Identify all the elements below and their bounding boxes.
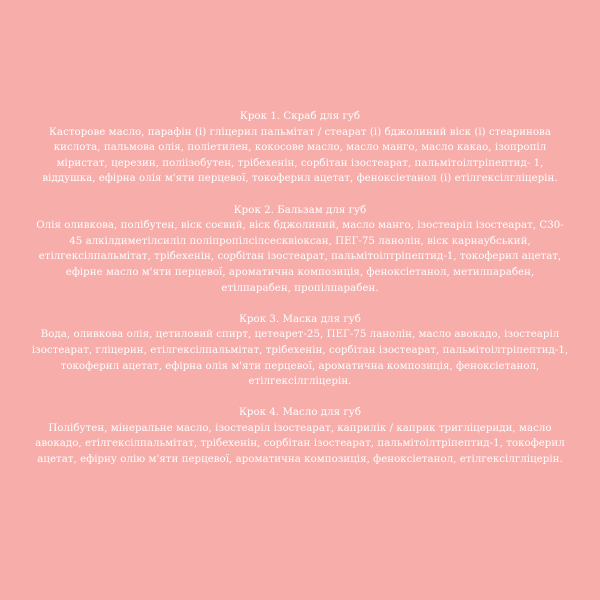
step-1-ingredients: Касторове масло, парафін (і) гліцерил пальмітат / стеарат (і) бджолиний віск (і) стеаринова кислота, пальмова олія, поліетилен, кокосове масло, масло манго, масло какао, ізопропіл міристат, церезин, поліізобутен, трібехенін, сорбітан ізостеарат, пальмітоілтріпептид- 1, віддушка, ефірна олія м'яти перцевої, токоферил ацетат, феноксіетанол (і) етілгексілгліцерін. [42,126,558,185]
step-1-title: Крок 1. Скраб для губ [239,111,361,122]
step-3-ingredients: Вода, оливкова олія, цетиловий спирт, цетеарет-25, ПЕГ-75 ланолін, масло авокадо, ізостеаріл ізостеарат, гліцерин, етілгексілпальмітат, трібехенін, сорбітан ізостеарат, пальмітоілтріпептид-1, токоферил ацетат, ефірна олія м'яти перцевої, ароматична композиція, феноксіетанол, етілгексілгліцерін. [31,329,569,388]
step-2-ingredients: Олія оливкова, полібутен, віск соєвий, віск бджолиний, масло манго, ізостеаріл ізостеарат, C30-45 алкілдиметілсиліл поліпропілсілсесквіоксан, ПЕГ-75 ланолін, віск карнаубський, етілгексілпальмітат, трібехенін, сорбітан ізостеарат, пальмітоілтріпептид-1, токоферил ацетат, ефірне масло м'яти перцевої, ароматична композиція, феноксіетанол, метилпарабен, етілпарабен, пропілпарабен. [36,220,564,294]
step-4-section [30,405,570,467]
step-2-title: Крок 2. Бальзам для губ [233,204,367,216]
step-2-section [30,203,570,297]
step-4-title: Крок 4. Масло для губ [238,407,362,419]
step-3-title: Крок 3. Маска для губ [239,313,361,325]
step-1-section [30,109,570,187]
step-4-ingredients: Полібутен, мінеральне масло, ізостеаріл ізостеарат, каприлік / каприк тригліцериди, масло авокадо, етілгексілпальмітат, трібехенін, сорбітан ізостеарат, пальмітоілтріпептид-1, токоферил ацетат, ефірну олію м'яти перцевої, ароматична композиція, феноксіетанол, етілгексілгліцерін. [35,422,565,466]
step-3-section [30,312,570,390]
